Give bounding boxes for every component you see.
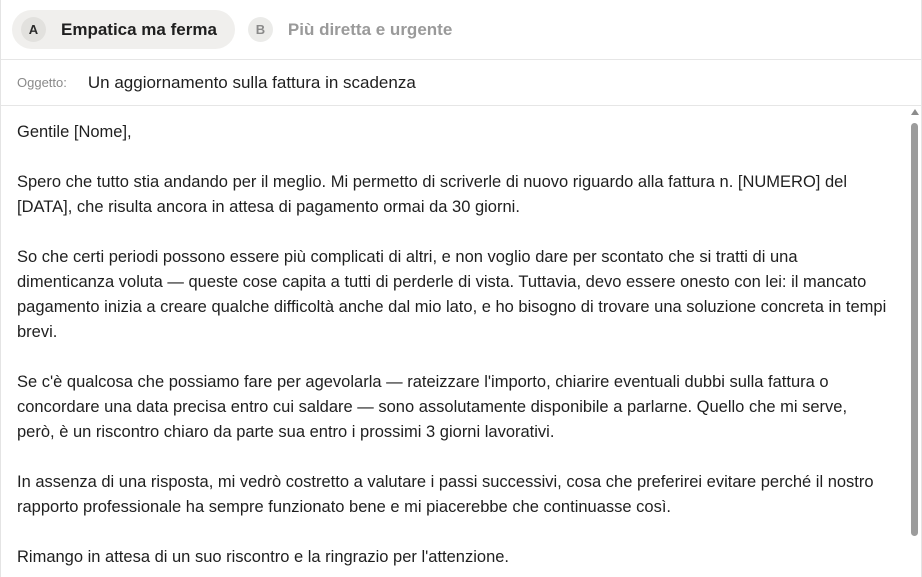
tab-label-a: Empatica ma ferma (61, 19, 217, 39)
body-paragraph-greeting: Gentile [Nome], (17, 123, 132, 141)
subject-value[interactable]: Un aggiornamento sulla fattura in scadenza (87, 72, 416, 92)
scroll-up-arrow-icon[interactable] (911, 109, 919, 115)
email-body-scroll-area[interactable] (1, 106, 921, 576)
tab-badge-a: A (21, 17, 46, 42)
body-paragraph: So che certi periodi possono essere più complicati di altri, e non voglio dare per scontato che si tratti di una dimenticanza voluta — queste cose capita a tutti di perderle di vista. Tuttavia, devo essere onesto con lei: il mancato pagamento inizia a creare qualche difficoltà anche dal mio lato, e ho bisogno di trovare una soluzione concreta in tempi brevi. (17, 248, 887, 341)
email-body[interactable] (1, 106, 921, 570)
body-paragraph-closing: Rimango in attesa di un suo riscontro e la ringrazio per l'attenzione. (17, 548, 510, 566)
tab-label-b: Più diretta e urgente (287, 19, 453, 39)
subject-row (1, 60, 921, 106)
tab-variant-a[interactable] (12, 10, 235, 49)
body-paragraph: In assenza di una risposta, mi vedrò costretto a valutare i passi successivi, cosa che preferirei evitare perché il nostro rapporto professionale ha sempre funzionato bene e mi piacerebbe che continuasse così. (17, 473, 874, 516)
body-paragraph: Se c'è qualcosa che possiamo fare per agevolarla — rateizzare l'importo, chiarire eventuali dubbi sulla fattura o concordare una data precisa entro cui saldare — sono assolutamente disponibile a parlarne. Quello che mi serve, però, è un riscontro chiaro da parte sua entro i prossimi 3 giorni lavorativi. (17, 373, 848, 441)
scrollbar-thumb[interactable] (911, 123, 918, 536)
body-paragraph: Spero che tutto stia andando per il meglio. Mi permetto di scriverle di nuovo riguardo alla fattura n. [NUMERO] del [DATA], che risulta ancora in attesa di pagamento ormai da 30 giorni. (17, 173, 847, 216)
vertical-scrollbar[interactable] (910, 106, 919, 576)
variant-tabs (1, 0, 921, 60)
tab-variant-b[interactable] (239, 10, 470, 49)
subject-label: Oggetto: (17, 75, 67, 90)
tab-badge-b: B (248, 17, 273, 42)
